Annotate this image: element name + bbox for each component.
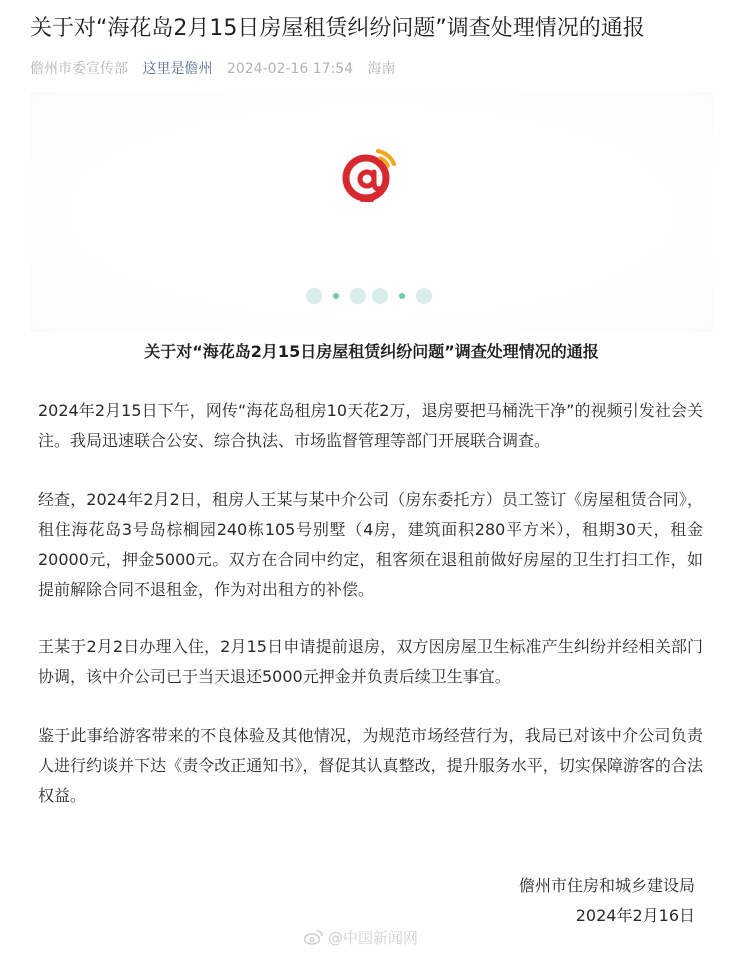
carousel-dot[interactable] xyxy=(372,288,388,304)
article-title: 关于对“海花岛2月15日房屋租赁纠纷问题”调查处理情况的通报 xyxy=(30,16,645,41)
paragraph: 经查，2024年2月2日，租房人王某与某中介公司（房东委托方）员工签订《房屋租赁合同》，租住海花岛3号岛棕榈园240栋105号别墅（4房，建筑面积280平方米），租期30天，租金20000元，押金5000元。双方在合同中约定，租客须在退租前做好房屋的卫生打扫工作，如提前解除合同不退租金，作为对出租方的补偿。 xyxy=(38,490,703,599)
signature-org: 儋州市住房和城乡建设局 xyxy=(518,876,695,895)
watermark-text: @中国新闻网 xyxy=(328,928,419,947)
carousel-dot-active[interactable] xyxy=(399,293,405,299)
article-meta xyxy=(30,59,730,79)
paragraph: 2024年2月15日下午，网传“海花岛租房10天花2万，退房要把马桶洗干净”的视频引发社会关注。我局迅速联合公安、综合执法、市场监督管理等部门开展联合调查。 xyxy=(38,401,703,450)
publish-location: 海南 xyxy=(367,61,396,77)
watermark xyxy=(304,926,418,948)
publish-datetime: 2024-02-16 17:54 xyxy=(226,61,354,77)
paragraph: 王某于2月2日办理入住，2月15日申请提前退房，双方因房屋卫生标准产生纠纷并经相关部门协调，该中介公司已于当天退还5000元押金并负责后续卫生事宜。 xyxy=(38,637,703,686)
carousel-dot[interactable] xyxy=(416,288,432,304)
carousel-indicator[interactable] xyxy=(306,288,432,304)
signature-date: 2024年2月16日 xyxy=(575,906,695,925)
publisher-name: 儋州市委宣传部 xyxy=(30,61,128,77)
weibo-icon xyxy=(304,929,324,945)
carousel-dot-active[interactable] xyxy=(333,293,339,299)
account-link[interactable]: 这里是儋州 xyxy=(142,61,213,77)
carousel-dot[interactable] xyxy=(350,288,366,304)
paragraph: 鉴于此事给游客带来的不良体验及其他情况，为规范市场经营行为，我局已对该中介公司负责人进行约谈并下达《责令改正通知书》，督促其认真整改，提升服务水平，切实保障游客的合法权益。 xyxy=(38,726,703,805)
weibo-at-logo-icon xyxy=(338,148,404,208)
carousel-dot[interactable] xyxy=(306,288,322,304)
notice-heading: 关于对“海花岛2月15日房屋租赁纠纷问题”调查处理情况的通报 xyxy=(144,342,599,361)
